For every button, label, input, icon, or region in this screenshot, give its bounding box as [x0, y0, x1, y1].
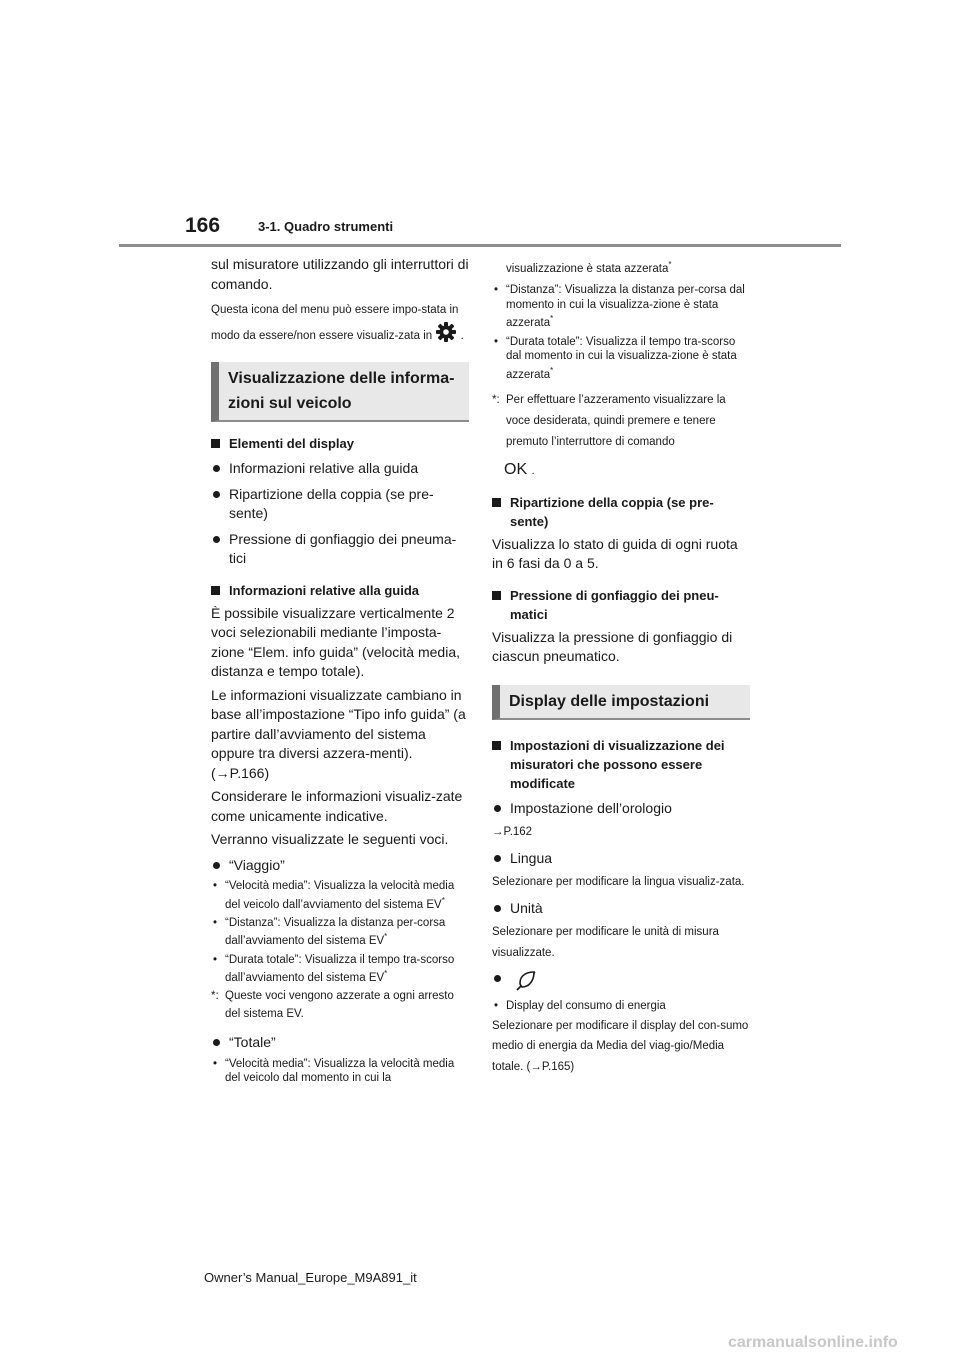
right-column [492, 255, 750, 1080]
continued-text: visualizzazione è stata azzerata* [506, 260, 672, 275]
menu-note-end: . [460, 329, 464, 342]
footnote-text: Queste voci vengono azzerate a ogni arresto del sistema EV. [225, 990, 454, 1021]
energy-text: Selezionare per modificare il display del con-sumo medio di energia da Media del viag-gio/Media totale. (→P.165) [492, 1019, 749, 1073]
trip-footnote [211, 987, 469, 1023]
footer: Owner’s Manual_Europe_M9A891_it [204, 1270, 417, 1285]
energy-item: • Display del consumo di energia [492, 999, 750, 1014]
drive-info-paragraph: Verranno visualizzate le seguenti voci. [211, 831, 449, 847]
settings-heading: Display delle impostazioni [492, 685, 750, 720]
footnote-text: Per effettuare l’azzeramento visualizzare la voce desiderata, quindi premere e tenere premuto l’interruttore di comando [506, 393, 726, 448]
trip-item-text: “Distanza”: Visualizza la distanza per-corsa dall’avviamento del sistema EV [225, 916, 446, 948]
drive-info-paragraph: Le informazioni visualizzate cambiano in base all’impostazione “Tipo info guida” (a partire dall’avviamento del sistema oppure tra diversi azzera-menti). (→P.166) [211, 686, 466, 781]
total-item-text: “Durata totale”: Visualizza il tempo tra-scorso dal momento in cui la visualizza-zione è stata azzerata [506, 335, 737, 381]
menu-note [211, 300, 469, 350]
trip-item: • “Distanza”: Visualizza la distanza per-corsa dall’avviamento del sistema EV* [211, 916, 469, 949]
eco-setting [492, 969, 750, 995]
settings-subheading: Impostazioni di visualizzazione dei misuratori che possono essere modificate [492, 736, 750, 793]
total-item: • “Durata totale”: Visualizza il tempo tra-scorso dal momento in cui la visualizza-zione è stata azzerata* [492, 335, 750, 382]
continued-text-body: visualizzazione è stata azzerata [506, 262, 669, 275]
trip-item-text: “Velocità media”: Visualizza la velocità media del veicolo dall’avviamento del sistema EV [225, 880, 455, 911]
leaf-icon [514, 969, 538, 999]
language-setting: Lingua [492, 849, 750, 869]
display-item: Ripartizione della coppia (se pre-sente) [211, 485, 469, 524]
total-item: • “Distanza”: Visualizza la distanza per-corsa dal momento in cui la visualizza-zione è stata azzerata* [492, 283, 750, 330]
units-setting: Unità [492, 899, 750, 919]
drive-info-paragraph: È possibile visualizzare verticalmente 2 voci selezionabili mediante l’imposta-zione “Elem. info guida” (velocità media, distanza e tempo totale). [211, 604, 461, 679]
watermark: carmanualsonline.info [728, 1334, 898, 1351]
display-items-heading: Elementi del display [211, 434, 469, 453]
language-text: Selezionare per modificare la lingua visualiz-zata. [492, 876, 745, 889]
header-rule [119, 244, 841, 247]
tire-text: Visualizza la pressione di gonfiaggio di ciascun pneumatico. [492, 628, 733, 665]
drive-info-paragraph: Considerare le informazioni visualiz-zate come unicamente indicative. [211, 788, 463, 824]
footnote-mark: *: [492, 393, 500, 406]
units-text: Selezionare per modificare le unità di misura visualizzate. [492, 926, 719, 959]
torque-text: Visualizza lo stato di guida di ogni ruota in 6 fasi da 0 a 5. [492, 535, 738, 572]
trip-item: • “Velocità media”: Visualizza la velocità media del veicolo dall’avviamento del sistema EV* [211, 879, 469, 912]
total-label: “Totale” [211, 1033, 469, 1053]
ok-switch [504, 461, 750, 479]
drive-info-heading: Informazioni relative alla guida [211, 581, 469, 600]
trip-item: • “Durata totale”: Visualizza il tempo tra-scorso dall’avviamento del sistema EV* [211, 953, 469, 986]
total-item-text: “Distanza”: Visualizza la distanza per-corsa dal momento in cui la visualizza-zione è stata azzerata [506, 284, 745, 330]
total-item: • “Velocità media”: Visualizza la velocità media del veicolo dal momento in cui la [211, 1057, 469, 1086]
left-column [211, 255, 469, 1088]
vehicle-info-heading: Visualizzazione delle informa-zioni sul veicolo [211, 362, 469, 422]
page-number: 166 [185, 214, 221, 237]
section-title: 3-1. Quadro strumenti [258, 219, 394, 234]
display-item: Informazioni relative alla guida [211, 459, 469, 479]
menu-note-text: Questa icona del menu può essere impo-stata in modo da essere/non essere visualiz-zata in [211, 304, 459, 342]
clock-setting: Impostazione dell’orologio [492, 799, 750, 819]
clock-ref: →P.162 [492, 826, 533, 839]
trip-item-text: “Durata totale”: Visualizza il tempo tra-scorso dall’avviamento del sistema EV [225, 953, 455, 984]
footnote-mark: *: [211, 990, 219, 1003]
gear-icon [435, 321, 457, 351]
trip-label: “Viaggio” [211, 856, 469, 876]
intro-text: sul misuratore utilizzando gli interruttori di comando. [211, 256, 469, 292]
torque-heading: Ripartizione della coppia (se pre-sente) [492, 493, 750, 531]
tire-heading: Pressione di gonfiaggio dei pneu-matici [492, 586, 750, 624]
ok-switch-end: . [531, 464, 535, 477]
display-item: Pressione di gonfiaggio dei pneuma-tici [211, 530, 469, 569]
reset-footnote [492, 390, 750, 453]
ok-switch-label: OK [504, 460, 528, 478]
